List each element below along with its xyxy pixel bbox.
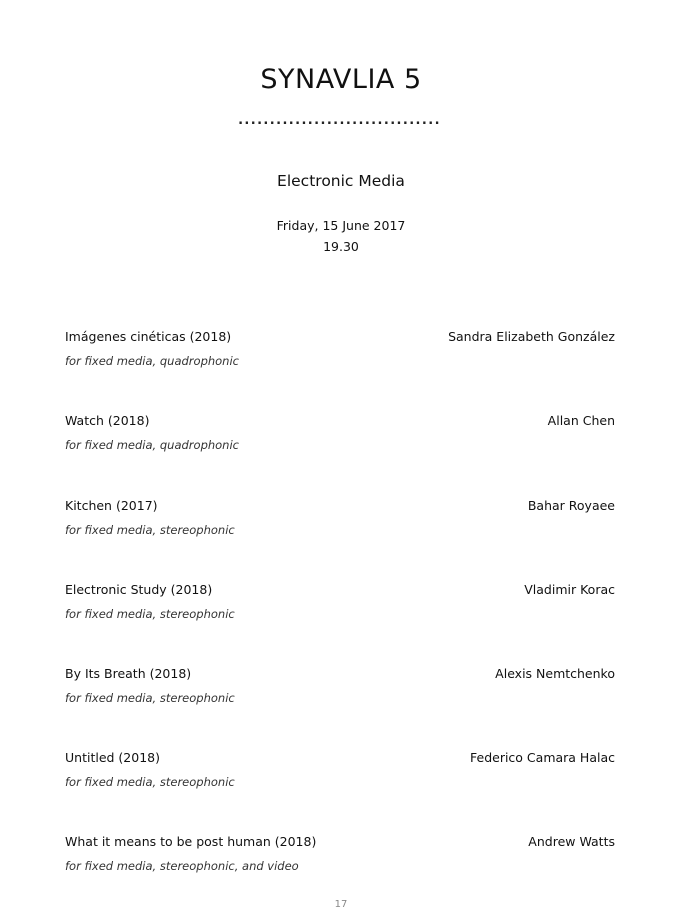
instrumentation: for fixed media, quadrophonic [65,438,239,452]
concert-date: Friday, 15 June 2017 [276,218,406,233]
instrumentation: for fixed media, stereophonic [65,775,235,789]
composer-name: Andrew Watts [528,834,615,849]
program-item [65,750,615,792]
dotted-divider: ................................ [238,113,441,128]
instrumentation: for fixed media, stereophonic [65,607,235,621]
instrumentation: for fixed media, stereophonic, and video [65,859,299,873]
composer-name: Allan Chen [547,413,615,428]
program-item [65,666,615,708]
program-item [65,582,615,624]
piece-title: Kitchen (2017) [65,498,158,513]
piece-title: Imágenes cinéticas (2018) [65,329,232,344]
piece-title: Electronic Study (2018) [65,582,213,597]
instrumentation: for fixed media, quadrophonic [65,354,239,368]
composer-name: Sandra Elizabeth González [448,329,615,344]
composer-name: Alexis Nemtchenko [495,666,615,681]
instrumentation: for fixed media, stereophonic [65,523,235,537]
instrumentation: for fixed media, stereophonic [65,691,235,705]
page-title: SYNAVLIA 5 [260,64,422,95]
piece-title: Watch (2018) [65,413,150,428]
program-item [65,834,615,876]
composer-name: Federico Camara Halac [470,750,615,765]
piece-title: Untitled (2018) [65,750,160,765]
concert-time: 19.30 [323,239,359,254]
program-item [65,413,615,455]
piece-title: What it means to be post human (2018) [65,834,317,849]
section-heading: Electronic Media [277,172,405,190]
program-item [65,329,615,371]
program-item [65,498,615,540]
piece-title: By Its Breath (2018) [65,666,192,681]
page-number: 17 [334,899,348,910]
composer-name: Bahar Royaee [527,498,615,513]
composer-name: Vladimir Korac [524,582,615,597]
